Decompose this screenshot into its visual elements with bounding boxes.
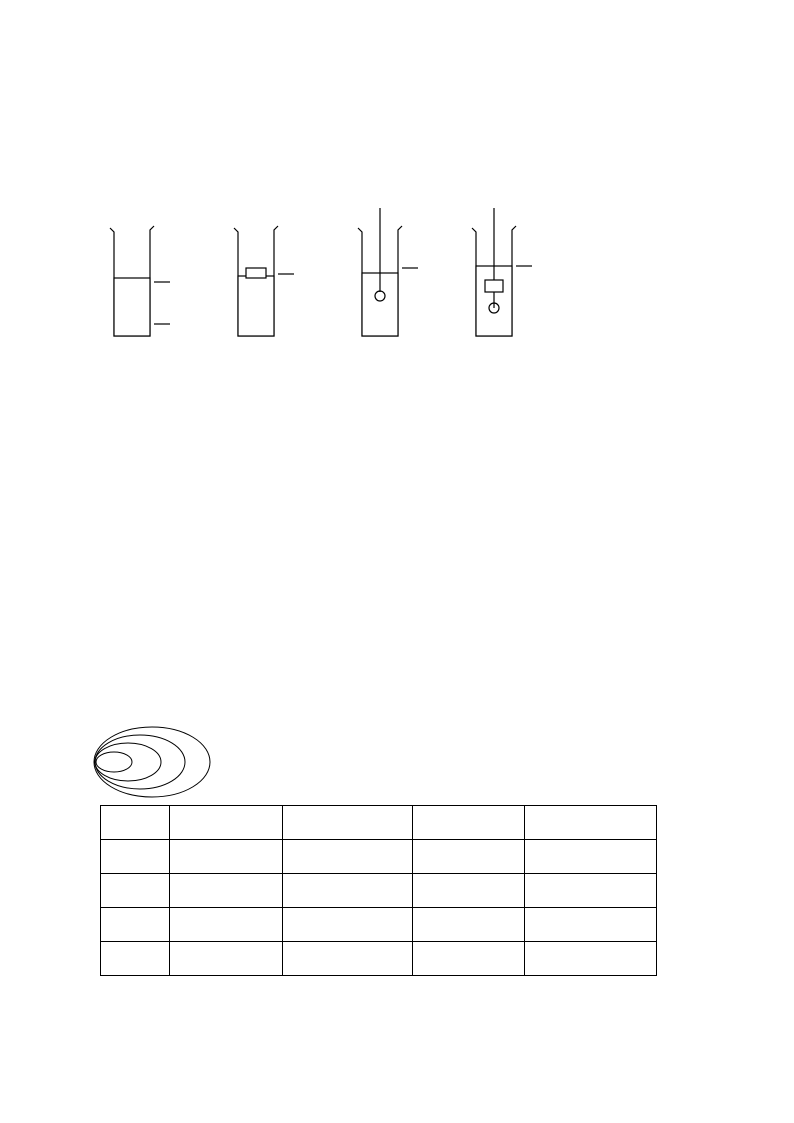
table-cell bbox=[525, 840, 657, 874]
table-row bbox=[101, 942, 657, 976]
table-header-row bbox=[101, 806, 657, 840]
table-cell bbox=[282, 942, 413, 976]
table-header-cell bbox=[169, 806, 282, 840]
table-row bbox=[101, 874, 657, 908]
table-header-cell bbox=[101, 806, 170, 840]
table-cell bbox=[101, 874, 170, 908]
table-cell bbox=[525, 874, 657, 908]
table-cell bbox=[413, 908, 525, 942]
table-cell bbox=[525, 908, 657, 942]
table-header-cell bbox=[525, 806, 657, 840]
table-cell bbox=[282, 908, 413, 942]
table-cell bbox=[282, 840, 413, 874]
q8-cylinders-figure bbox=[100, 208, 580, 343]
q11-nested-ellipses bbox=[90, 724, 215, 800]
table-cell bbox=[413, 840, 525, 874]
table-cell bbox=[169, 942, 282, 976]
table-cell bbox=[413, 942, 525, 976]
table-header-cell bbox=[282, 806, 413, 840]
table-header-cell bbox=[413, 806, 525, 840]
q11-concept-table bbox=[100, 805, 657, 976]
table-row bbox=[101, 840, 657, 874]
table-cell bbox=[169, 908, 282, 942]
table-cell bbox=[282, 874, 413, 908]
table-cell bbox=[101, 942, 170, 976]
table-cell bbox=[525, 942, 657, 976]
table-cell bbox=[101, 840, 170, 874]
table-row bbox=[101, 908, 657, 942]
table-cell bbox=[413, 874, 525, 908]
table-cell bbox=[169, 874, 282, 908]
table-cell bbox=[101, 908, 170, 942]
table-cell bbox=[169, 840, 282, 874]
